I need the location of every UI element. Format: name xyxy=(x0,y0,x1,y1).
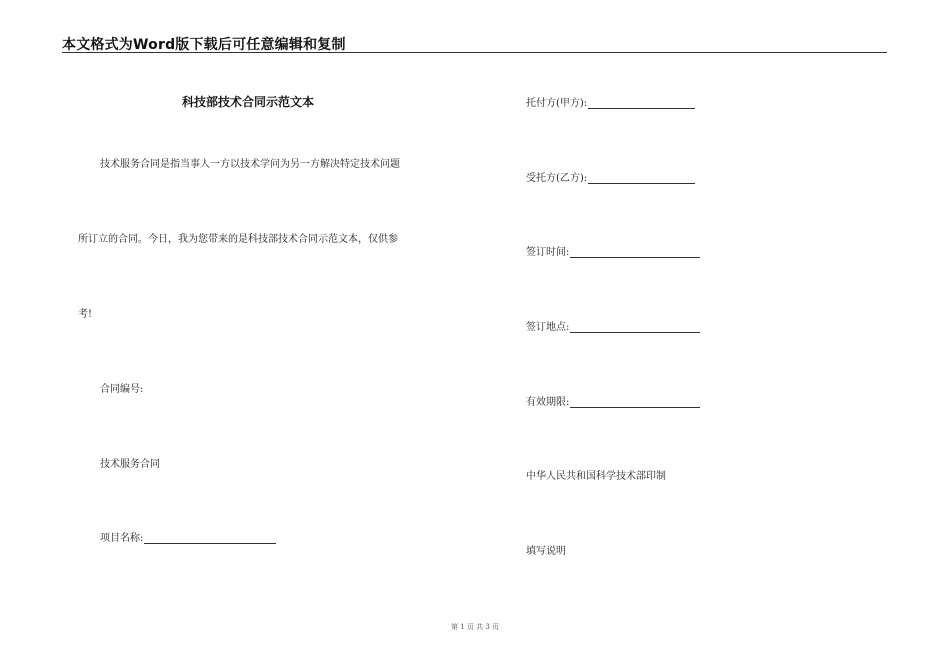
contractor-label: 受托方(乙方): xyxy=(526,173,588,184)
sign-time-field xyxy=(526,243,700,258)
instructions-heading: 填写说明 xyxy=(526,546,566,557)
contract-number-label: 合同编号: xyxy=(100,384,144,395)
document-title: 科技部技术合同示范文本 xyxy=(182,95,315,109)
validity-label: 有效期限: xyxy=(526,397,570,408)
sign-place-blank xyxy=(570,321,700,333)
client-label: 托付方(甲方): xyxy=(526,98,588,109)
intro-paragraph-line-1: 技术服务合同是指当事人一方以技术学问为另一方解决特定技术问题 xyxy=(100,159,400,170)
page-number: 第 1 页 共 3 页 xyxy=(450,623,500,631)
printed-by-text: 中华人民共和国科学技术部印制 xyxy=(526,471,666,482)
sign-place-label: 签订地点: xyxy=(526,322,570,333)
project-name-label: 项目名称: xyxy=(100,533,144,544)
contractor-field xyxy=(526,169,695,184)
project-name-blank xyxy=(144,532,276,544)
validity-field xyxy=(526,393,700,408)
client-blank xyxy=(588,97,695,109)
contractor-blank xyxy=(588,172,695,184)
intro-paragraph-line-2: 所订立的合同。今日，我为您带来的是科技部技术合同示范文本，仅供参 xyxy=(78,234,398,245)
contract-type-text: 技术服务合同 xyxy=(100,459,160,470)
intro-paragraph-line-3: 考! xyxy=(78,309,93,320)
header-divider xyxy=(62,52,887,53)
sign-time-label: 签订时间: xyxy=(526,247,570,258)
sign-time-blank xyxy=(570,246,700,258)
validity-blank xyxy=(570,396,700,408)
project-name-field xyxy=(100,529,276,544)
sign-place-field xyxy=(526,318,700,333)
document-banner: 本文格式为Word版下载后可任意编辑和复制 xyxy=(62,37,346,53)
client-field xyxy=(526,94,695,109)
